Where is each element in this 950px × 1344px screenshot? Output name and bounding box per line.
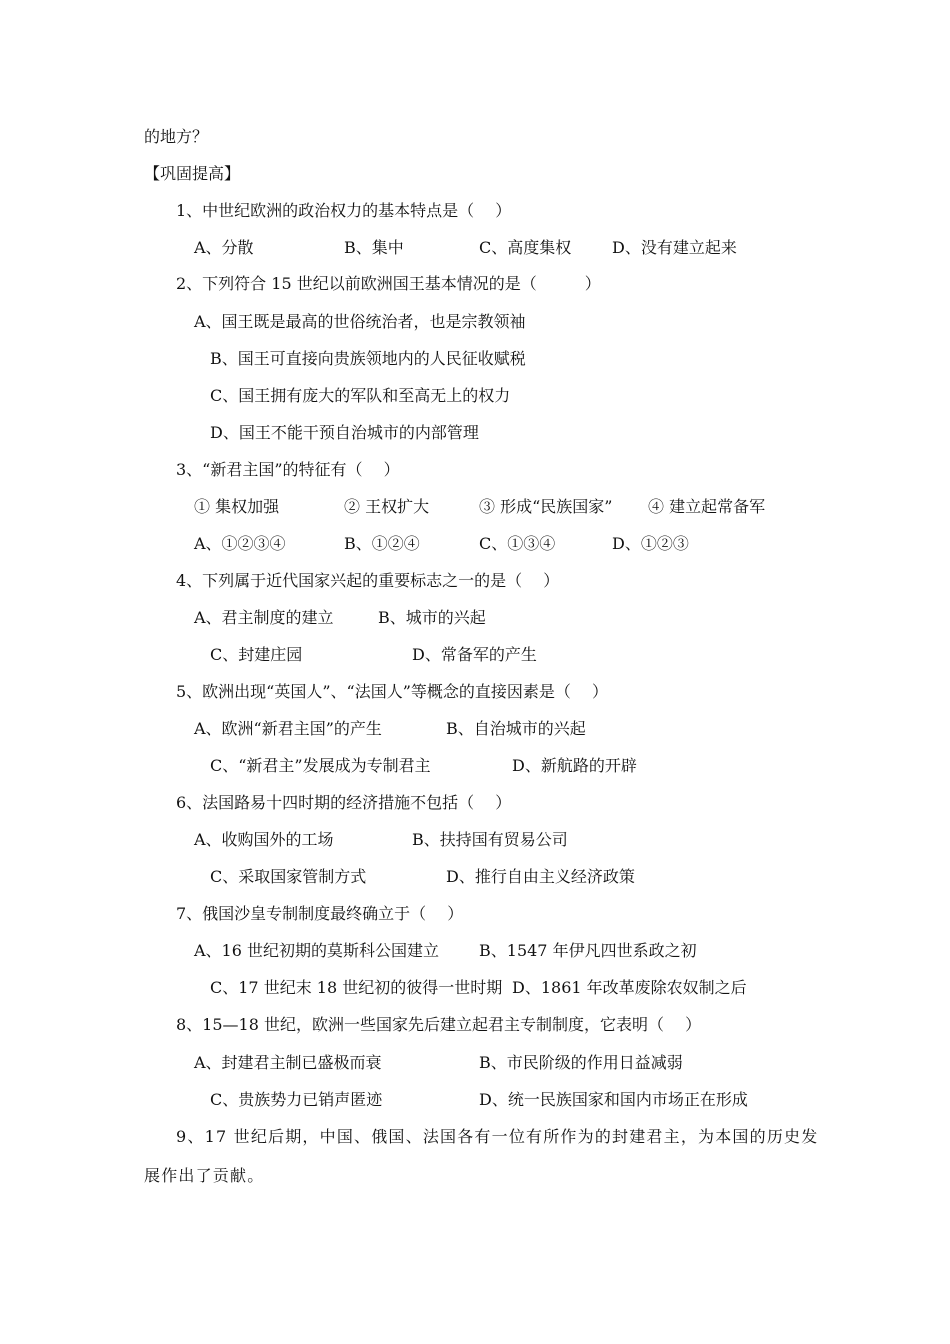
option-b: B、扶持国有贸易公司 — [412, 830, 568, 849]
option-b: B、集中 — [344, 238, 404, 257]
option-a: A、16 世纪初期的莫斯科公国建立 — [194, 941, 440, 960]
question-7-stem: 7、俄国沙皇专制制度最终确立于（ ） — [176, 904, 464, 923]
item-4: ④ 建立起常备军 — [648, 497, 766, 516]
option-d: D、①②③ — [612, 534, 689, 553]
option-c: C、①③④ — [479, 534, 556, 553]
option-c: C、“新君主”发展成为专制君主 — [210, 756, 431, 775]
question-6-stem: 6、法国路易十四时期的经济措施不包括（ ） — [176, 793, 512, 812]
option-d: D、统一民族国家和国内市场正在形成 — [479, 1090, 748, 1109]
item-1: ① 集权加强 — [194, 497, 280, 516]
option-c: C、国王拥有庞大的军队和至高无上的权力 — [210, 386, 511, 405]
option-d: D、推行自由主义经济政策 — [446, 867, 635, 886]
option-b: B、自治城市的兴起 — [446, 719, 586, 738]
option-c: C、贵族势力已销声匿迹 — [210, 1090, 383, 1109]
option-c: C、高度集权 — [479, 238, 572, 257]
option-b: B、①②④ — [344, 534, 420, 553]
option-d: D、常备军的产生 — [412, 645, 537, 664]
item-3: ③ 形成“民族国家” — [479, 497, 613, 516]
question-1-stem: 1、中世纪欧洲的政治权力的基本特点是（ ） — [176, 201, 512, 220]
option-c: C、采取国家管制方式 — [210, 867, 367, 886]
question-2-stem: 2、下列符合 15 世纪以前欧洲国王基本情况的是（ ） — [176, 274, 601, 293]
question-5-stem: 5、欧洲出现“英国人”、“法国人”等概念的直接因素是（ ） — [176, 682, 608, 701]
option-a: A、封建君主制已盛极而衰 — [194, 1053, 382, 1072]
option-b: B、城市的兴起 — [378, 608, 486, 627]
question-9-line-2: 展作出了贡献。 — [144, 1166, 265, 1185]
option-d: D、国王不能干预自治城市的内部管理 — [210, 423, 479, 442]
item-2: ② 王权扩大 — [344, 497, 430, 516]
option-a: A、①②③④ — [194, 534, 286, 553]
option-c: C、封建庄园 — [210, 645, 303, 664]
option-a: A、收购国外的工场 — [194, 830, 334, 849]
question-8-stem: 8、15—18 世纪，欧洲一些国家先后建立起君主专制制度，它表明（ ） — [176, 1015, 702, 1034]
question-3-stem: 3、“新君主国”的特征有（ ） — [176, 460, 400, 479]
option-a: A、国王既是最高的世俗统治者，也是宗教领袖 — [194, 312, 526, 331]
option-a: A、君主制度的建立 — [194, 608, 334, 627]
question-4-stem: 4、下列属于近代国家兴起的重要标志之一的是（ ） — [176, 571, 560, 590]
option-d: D、没有建立起来 — [612, 238, 737, 257]
question-9-line-1: 9、17 世纪后期，中国、俄国、法国各有一位有所作为的封建君主，为本国的历史发 — [176, 1127, 819, 1146]
section-title: 【巩固提高】 — [144, 164, 241, 183]
option-b: B、1547 年伊凡四世系政之初 — [479, 941, 697, 960]
intro-text: 的地方？ — [144, 127, 209, 146]
option-a: A、分散 — [194, 238, 254, 257]
option-b: B、国王可直接向贵族领地内的人民征收赋税 — [210, 349, 526, 368]
option-d: D、1861 年改革废除农奴制之后 — [512, 978, 747, 997]
option-d: D、新航路的开辟 — [512, 756, 637, 775]
option-c: C、17 世纪末 18 世纪初的彼得一世时期 — [210, 978, 503, 997]
option-a: A、欧洲“新君主国”的产生 — [194, 719, 382, 738]
option-b: B、市民阶级的作用日益减弱 — [479, 1053, 683, 1072]
